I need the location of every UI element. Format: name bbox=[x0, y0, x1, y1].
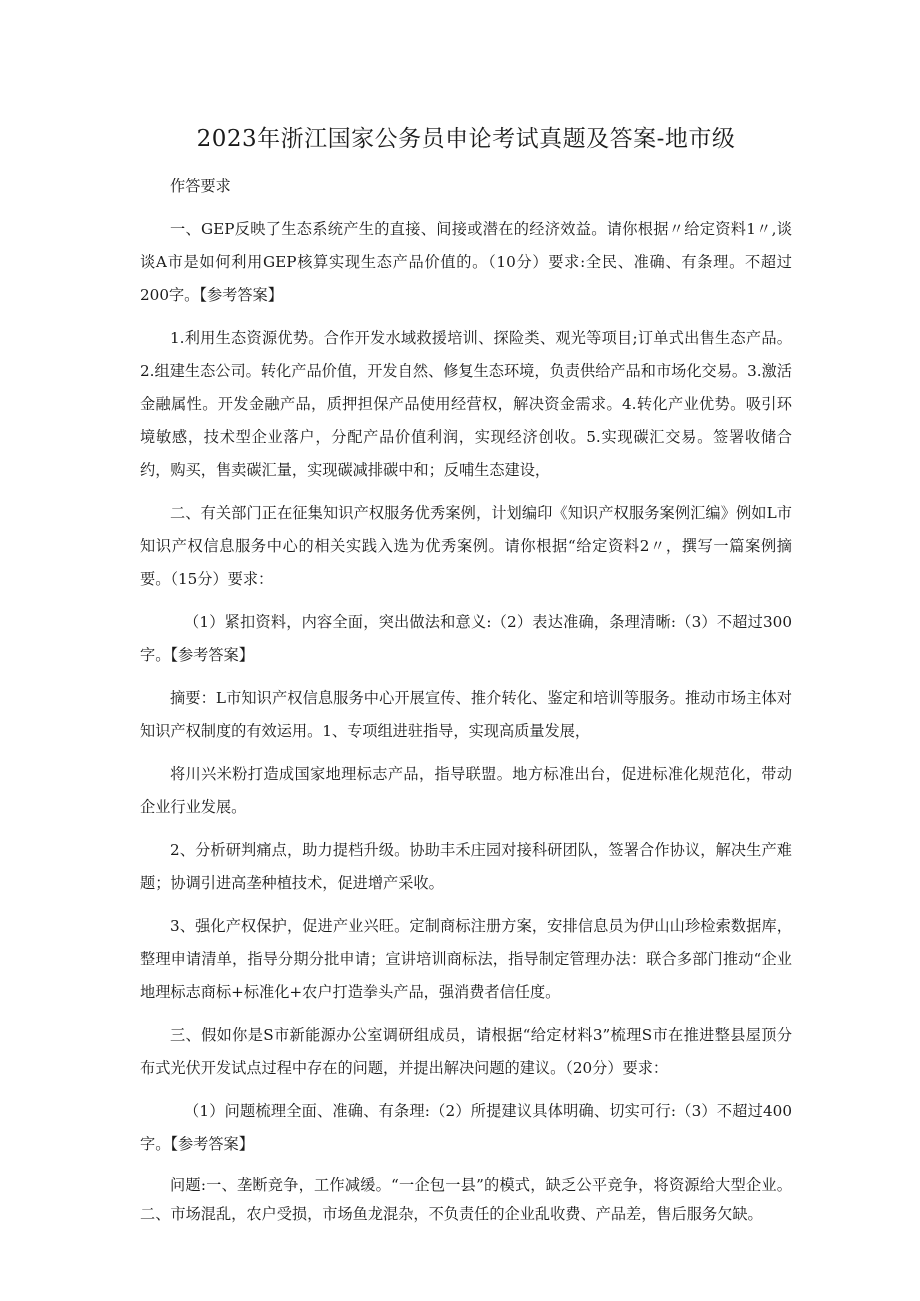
question-2-requirements: （1）紧扣资料，内容全面，突出做法和意义:（2）表达准确，条理清晰:（3）不超过300字。【参考答案】 bbox=[140, 613, 792, 664]
question-1: 一、GEP反映了生态系统产生的直接、间接或潜在的经济效益。请你根据〃给定资料1〃,谈谈A市是如何利用GEP核算实现生态产品价值的。（10分）要求:全民、准确、有条理。不超过200字。【参考答案】 bbox=[140, 220, 792, 304]
question-3-requirements: （1）问题梳理全面、准确、有条理:（2）所提建议具体明确、切实可行:（3）不超过400字。【参考答案】 bbox=[140, 1102, 792, 1153]
answer-2-point-1: 将川兴米粉打造成国家地理标志产品，指导联盟。地方标准出台，促进标准化规范化，带动企业行业发展。 bbox=[140, 765, 792, 816]
answer-2-point-3: 3、强化产权保护，促进产业兴旺。定制商标注册方案，安排信息员为伊山山珍检索数据库，整理申请清单，指导分期分批申请；宣讲培训商标法，指导制定管理办法：联合多部门推动“企业地理标志商标+标准化+农户打造拳头产品，强消费者信任度。 bbox=[140, 917, 792, 1001]
section-heading: 作答要求 bbox=[170, 177, 231, 195]
document-page bbox=[140, 122, 792, 1239]
answer-3-problems: 问题:一、垄断竞争，工作减缓。“一企包一县”的模式，缺乏公平竞争，将资源给大型企业。二、市场混乱，农户受损，市场鱼龙混杂，不负责任的企业乱收费、产品差，售后服务欠缺。 bbox=[140, 1176, 792, 1223]
answer-1: 1.利用生态资源优势。合作开发水域救援培训、探险类、观光等项目;订单式出售生态产品。2.组建生态公司。转化产品价值，开发自然、修复生态环境，负责供给产品和市场化交易。3.激活金融属性。开发金融产品，质押担保产品使用经营权，解决资金需求。4.转化产业优势。吸引环境敏感，技术型企业落户，分配产品价值利润，实现经济创收。5.实现碳汇交易。签署收储合约，购买，售卖碳汇量，实现碳减排碳中和；反哺生态建设， bbox=[140, 329, 792, 479]
answer-2-summary: 摘要：L市知识产权信息服务中心开展宣传、推介转化、鉴定和培训等服务。推动市场主体对知识产权制度的有效运用。1、专项组进驻指导，实现高质量发展， bbox=[140, 689, 792, 740]
document-title: 2023年浙江国家公务员申论考试真题及答案-地市级 bbox=[196, 126, 736, 152]
question-3: 三、假如你是S市新能源办公室调研组成员，请根据“给定材料3”梳理S市在推进整县屋顶分布式光伏开发试点过程中存在的问题，并提出解决问题的建议。（20分）要求： bbox=[140, 1026, 792, 1077]
question-2: 二、有关部门正在征集知识产权服务优秀案例，计划编印《知识产权服务案例汇编》例如L市知识产权信息服务中心的相关实践入选为优秀案例。请你根据“给定资料2〃，撰写一篇案例摘要。（15分）要求： bbox=[140, 504, 792, 588]
answer-2-point-2: 2、分析研判痛点，助力提档升级。协助丰禾庄园对接科研团队，签署合作协议，解决生产难题；协调引进高垄种植技术，促进增产采收。 bbox=[140, 841, 792, 892]
